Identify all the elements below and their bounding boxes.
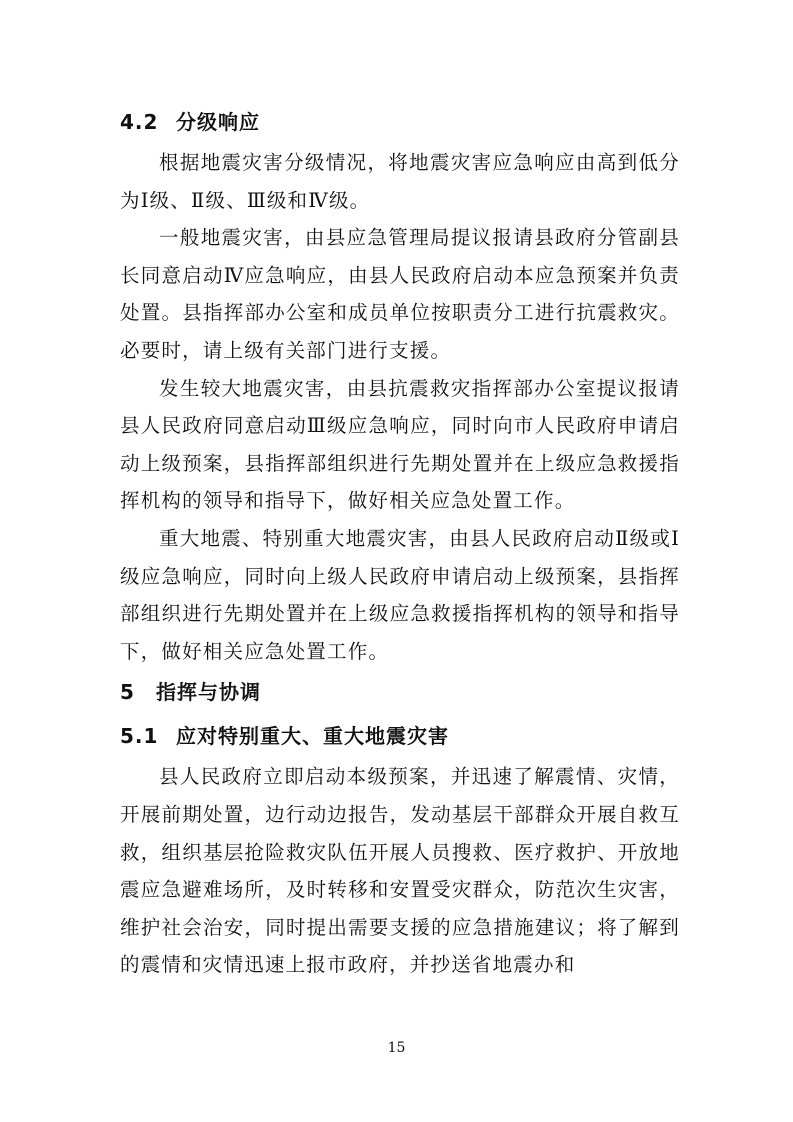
section-heading-4-2	[120, 100, 680, 144]
chapter-title: 指挥与协调	[156, 680, 261, 705]
page-number: 15	[387, 1040, 406, 1056]
page-content	[120, 100, 680, 984]
chapter-heading-5	[120, 670, 680, 714]
section-number: 5.1	[120, 724, 159, 749]
section-title: 分级响应	[176, 110, 260, 134]
paragraph-larger-disaster: 发生较大地震灾害，由县抗震救灾指挥部办公室提议报请县人民政府同意启动Ⅲ级应急响应，同时向市人民政府申请启动上级预案，县指挥部组织进行先期处置并在上级应急救援指挥机构的领导和指导下，做好相关应急处置工作。	[120, 376, 680, 513]
section-heading-5-1	[120, 714, 680, 758]
paragraph-grading: 根据地震灾害分级情况，将地震灾害应急响应由高到低分为Ⅰ级、Ⅱ级、Ⅲ级和Ⅳ级。	[120, 151, 680, 212]
paragraph-response-actions: 县人民政府立即启动本级预案，并迅速了解震情、灾情，开展前期处置，边行动边报告，发动基层干部群众开展自救互救，组织基层抢险救灾队伍开展人员搜救、医疗救护、开放地震应急避难场所，及时转移和安置受灾群众，防范次生灾害，维护社会治安，同时提出需要支援的应急措施建议；将了解到的震情和灾情迅速上报市政府，并抄送省地震办和	[120, 765, 680, 977]
section-title: 应对特别重大、重大地震灾害	[176, 724, 449, 749]
chapter-number: 5	[120, 680, 135, 705]
paragraph-general-disaster: 一般地震灾害，由县应急管理局提议报请县政府分管副县长同意启动Ⅳ应急响应，由县人民政府启动本应急预案并负责处置。县指挥部办公室和成员单位按职责分工进行抗震救灾。必要时，请上级有关部门进行支援。	[120, 226, 680, 362]
paragraph-major-disaster: 重大地震、特别重大地震灾害，由县人民政府启动Ⅱ级或Ⅰ级应急响应，同时向上级人民政府申请启动上级预案，县指挥部组织进行先期处置并在上级应急救援指挥机构的领导和指导下，做好相关应急处置工作。	[120, 526, 680, 663]
section-number: 4.2	[120, 110, 159, 134]
